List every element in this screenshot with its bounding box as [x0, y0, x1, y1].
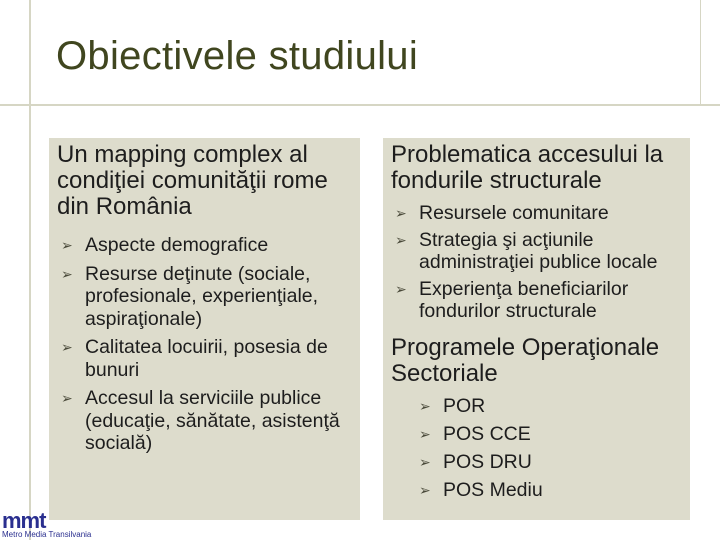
arrow-bullet-icon: ➢	[395, 205, 407, 221]
arrow-bullet-icon: ➢	[419, 481, 431, 498]
list-item: ➢ Resursele comunitare	[395, 202, 609, 224]
slide-title: Obiectivele studiului	[56, 34, 419, 78]
arrow-bullet-icon: ➢	[61, 339, 73, 355]
list-item: ➢ Accesul la serviciile publice (educaţie, sănătate, asistenţă socială)	[61, 387, 340, 454]
arrow-bullet-icon: ➢	[61, 390, 73, 406]
company-logo	[0, 508, 110, 540]
arrow-bullet-icon: ➢	[419, 453, 431, 470]
arrow-bullet-icon: ➢	[395, 280, 407, 297]
programs-list	[415, 395, 686, 502]
logo-subtitle: Metro Media Transilvania	[2, 530, 92, 539]
right-heading-2: Programele Operaţionale Sectoriale	[391, 333, 660, 387]
arrow-bullet-icon: ➢	[419, 425, 431, 442]
list-item: ➢ Aspecte demografice	[61, 234, 269, 256]
list-item: ➢ Calitatea locuirii, posesia de bunuri	[61, 336, 328, 381]
list-item: ➢ POS DRU	[419, 450, 532, 473]
list-item: ➢ Strategia şi acţiunile administraţiei publice locale	[395, 228, 658, 273]
left-heading: Un mapping complex al condiţiei comunităţii rome din România	[57, 141, 328, 220]
right-heading: Problematica accesului la fondurile structurale	[391, 141, 664, 194]
logo-mark: mmt	[2, 508, 46, 533]
list-item: ➢ POS Mediu	[419, 478, 543, 501]
arrow-bullet-icon: ➢	[395, 231, 407, 248]
right-list	[391, 202, 686, 323]
left-panel	[49, 138, 360, 520]
arrow-bullet-icon: ➢	[61, 265, 73, 282]
vertical-rule	[29, 0, 31, 540]
left-list	[57, 234, 356, 455]
right-panel	[383, 138, 690, 520]
list-item: ➢ POS CCE	[419, 422, 531, 445]
list-item: ➢ Experienţa beneficiarilor fondurilor structurale	[395, 277, 629, 322]
list-item: ➢ Resurse deţinute (sociale, profesionale, experienţiale, aspiraţionale)	[61, 262, 319, 330]
arrow-bullet-icon: ➢	[61, 237, 73, 253]
arrow-bullet-icon: ➢	[419, 397, 431, 414]
horizontal-rule	[0, 104, 720, 106]
corner-rule	[700, 0, 701, 106]
list-item: ➢ POR	[419, 394, 486, 417]
